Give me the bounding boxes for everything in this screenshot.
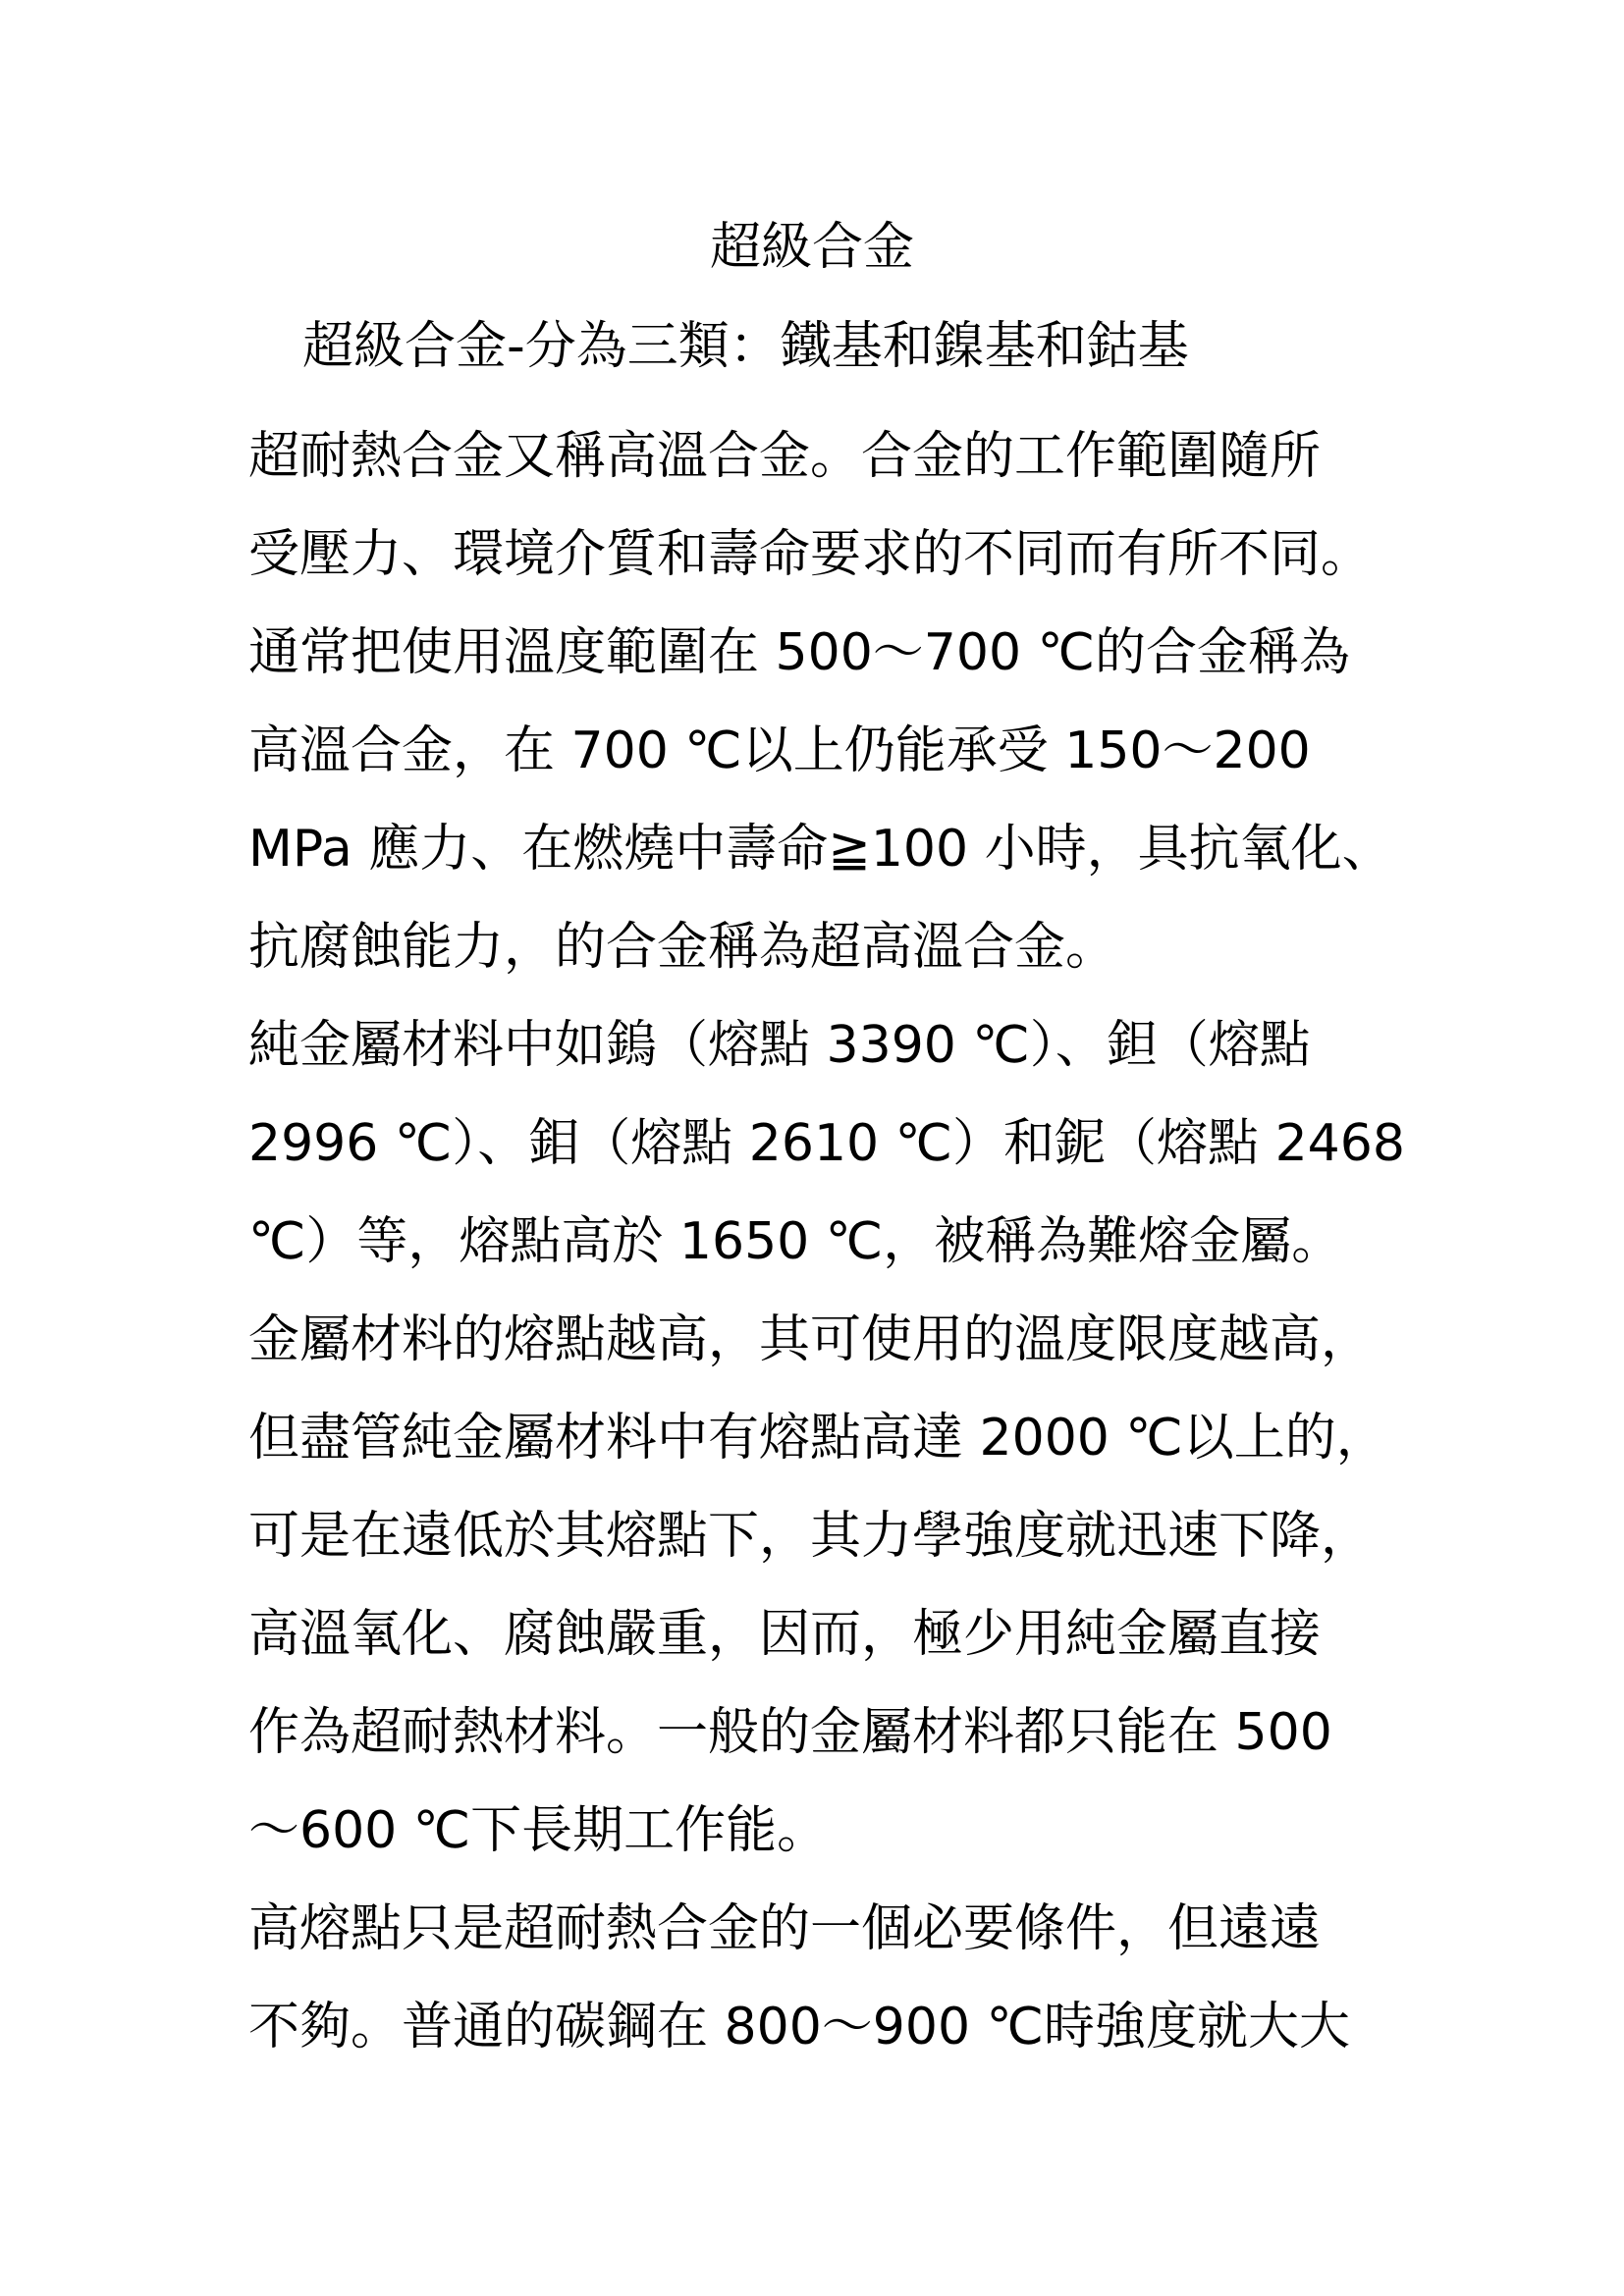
body-line: 可是在遠低於其熔點下，其力學強度就迅速下降， (248, 1507, 1373, 1566)
body-line: 超耐熱合金又稱高溫合金。合金的工作範圍隨所 (248, 427, 1322, 486)
body-line: ℃）等，熔點高於 1650 ℃，被稱為難熔金屬。 (248, 1212, 1343, 1271)
body-line: 作為超耐熱材料。一般的金屬材料都只能在 500 (248, 1703, 1332, 1762)
document-title: 超級合金 (709, 218, 914, 277)
body-line: 純金屬材料中如鎢（熔點 3390 ℃）、鉭（熔點 (248, 1016, 1311, 1075)
body-line: 不夠。普通的碳鋼在 800～900 ℃時強度就大大 (248, 1998, 1350, 2056)
body-line: 通常把使用溫度範圍在 500～700 ℃的合金稱為 (248, 623, 1350, 682)
body-line: ～600 ℃下長期工作能。 (248, 1801, 829, 1860)
body-line: 但盡管純金屬材料中有熔點高達 2000 ℃以上的， (248, 1409, 1387, 1468)
body-line: 高溫合金，在 700 ℃以上仍能承受 150～200 (248, 721, 1311, 780)
document-body (248, 407, 1525, 2076)
body-line: 高溫氧化、腐蝕嚴重，因而，極少用純金屬直接 (248, 1605, 1322, 1664)
body-line: MPa 應力、在燃燒中壽命≧100 小時，具抗氧化、 (248, 820, 1393, 879)
body-line: 高熔點只是超耐熱合金的一個必要條件，但遠遠 (248, 1899, 1322, 1958)
body-line: 金屬材料的熔點越高，其可使用的溫度限度越高， (248, 1310, 1373, 1369)
body-line: 抗腐蝕能力，的合金稱為超高溫合金。 (248, 918, 1117, 977)
body-line: 受壓力、環境介質和壽命要求的不同而有所不同。 (248, 525, 1373, 584)
body-line: 2996 ℃）、鉬（熔點 2610 ℃）和鈮（熔點 2468 (248, 1114, 1405, 1173)
document-subtitle: 超級合金-分為三類：鐵基和鎳基和鈷基 (302, 317, 1189, 376)
